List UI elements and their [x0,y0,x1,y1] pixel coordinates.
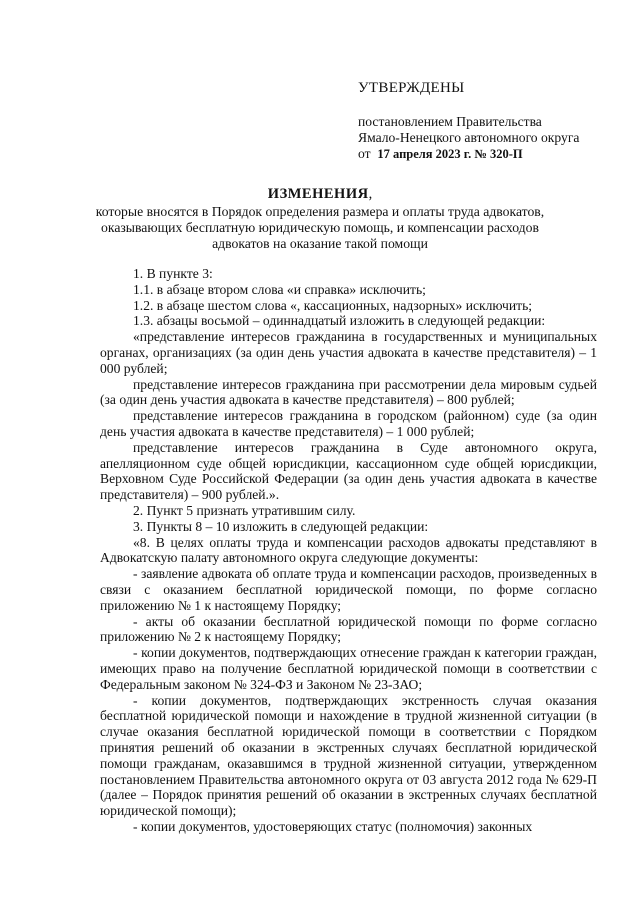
paragraph: - копии документов, удостоверяющих статус (полномочия) законных [133,818,533,834]
paragraph: представление интересов гражданина в Суде автономного округа, апелляционном суде общей юрисдикции, кассационном суде общей юрисдикции, Верховном Суде Российской Федерации (за один день участия адвоката в качестве представителя) – 900 рублей.». [100,439,597,503]
paragraph: - копии документов, подтверждающих экстренность случая оказания бесплатной юридической помощи и нахождение в трудной жизненной ситуации (в случае оказания бесплатной юридической помощи в соответствии с Порядком принятия решений об оказании в экстренных случаях бесплатной юридической помощи гражданам, оказавшимся в трудной жизненной ситуации, утвержденном постановлением Правительства автономного округа от 03 августа 2012 года № 629-П (далее – Порядок принятия решений об оказании в экстренных случаях бесплатной юридической помощи); [100,692,597,819]
paragraph: 1.1. в абзаце втором слова «и справка» исключить; [133,281,426,297]
title-heading: ИЗМЕНЕНИЯ [267,186,369,202]
paragraph: - заявление адвоката об оплате труда и компенсации расходов, произведенных в связи с оказанием бесплатной юридической помощи, по форме согласно приложению № 1 к настоящему Порядку; [100,566,597,613]
paragraph: 1.2. в абзаце шестом слова «, кассационных, надзорных» исключить; [133,297,533,313]
document-subtitle: которые вносятся в Порядок определения размера и оплаты труда адвокатов, оказывающих бесплатную юридическую помощь, и компенсации расходов адвокатов на оказание такой помощи [95,204,545,251]
paragraph: - копии документов, подтверждающих отнесение граждан к категории граждан, имеющих право на получение бесплатной юридической помощи в соответствии с Федеральным законом № 324-ФЗ и Законом № 23-ЗАО; [100,645,597,692]
paragraph: 1. В пункте 3: [133,266,213,281]
document-title [0,186,640,203]
paragraph: 1.3. абзацы восьмой – одиннадцатый изложить в следующей редакции: [133,313,546,329]
paragraph: 3. Пункты 8 – 10 изложить в следующей редакции: [133,518,429,534]
approval-line-1: постановлением Правительства [358,114,542,129]
paragraph: представление интересов гражданина в городском (районном) суде (за один день участия адвоката в качестве представителя) – 1 000 рублей; [100,408,597,439]
document-body [100,266,597,835]
approval-heading: УТВЕРЖДЕНЫ [358,80,465,96]
approval-line-2: Ямало-Ненецкого автономного округа [358,130,580,145]
paragraph: представление интересов гражданина при рассмотрении дела мировым судьей (за один день участия адвоката в качестве представителя) – 800 рублей; [100,376,597,408]
paragraph: «8. В целях оплаты труда и компенсации расходов адвокаты представляют в Адвокатскую палату автономного округа следующие документы: [100,534,597,566]
title-heading-suffix: , [368,186,373,202]
approval-date-line [358,146,523,162]
approval-date-prefix: от [358,146,371,161]
paragraph: «представление интересов гражданина в государственных и муниципальных органах, организациях (за один день участия адвоката в качестве представителя) – 1 000 рублей; [100,329,597,376]
paragraph: 2. Пункт 5 признать утратившим силу. [133,502,356,518]
paragraph: - акты об оказании бесплатной юридической помощи по форме согласно приложению № 2 к настоящему Порядку; [100,613,597,645]
approval-date-value: 17 апреля 2023 г. № 320-П [377,147,523,161]
